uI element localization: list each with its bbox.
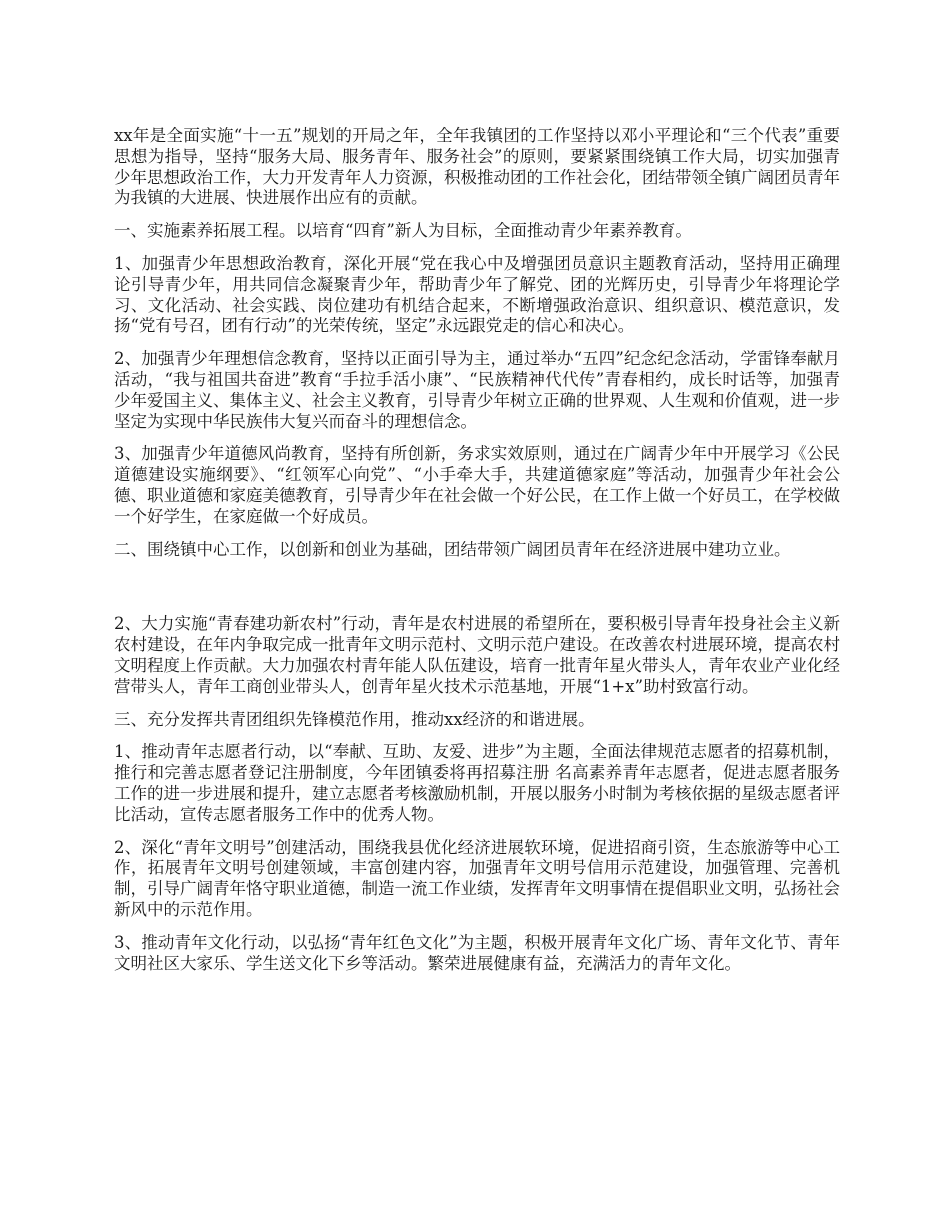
paragraph-1-3: 3、加强青少年道德风尚教育，坚持有所创新，务求实效原则，通过在广阔青少年中开展学习《公民道德建设实施纲要》、“红领军心向党”、“小手牵大手，共建道德家庭”等活动，加强青少年社会公德、职业道德和家庭美德教育，引导青少年在社会做一个好公民，在工作上做一个好员工，在学校做一个好学生，在家庭做一个好成员。 — [114, 444, 840, 526]
paragraph-2-2: 2、大力实施“青春建功新农村”行动，青年是农村进展的希望所在，要积极引导青年投身社会主义新农村建设，在年内争取完成一批青年文明示范村、文明示范户建设。在改善农村进展环境，提高农村文明程度上作贡献。大力加强农村青年能人队伍建设，培育一批青年星火带头人，青年农业产业化经营带头人，青年工商创业带头人，创青年星火技术示范基地，开展“1+x”助村致富行动。 — [114, 614, 840, 696]
section-heading-2: 二、围绕镇中心工作，以创新和创业为基础，团结带领广阔团员青年在经济进展中建功立业。 — [114, 539, 791, 559]
section-heading-1: 一、实施素养拓展工程。以培育“四育”新人为目标，全面推动青少年素养教育。 — [114, 221, 692, 241]
paragraph-3-1: 1、推动青年志愿者行动，以“奉献、互助、友爱、进步”为主题，全面法律规范志愿者的招募机制，推行和完善志愿者登记注册制度，今年团镇委将再招募注册 名高素养青年志愿者，促进志愿者服务工作的进一步进展和提升，建立志愿者考核激励机制，开展以服务小时制为考核依据的星级志愿者评比活动，宣传志愿者服务工作中的优秀人物。 — [114, 742, 840, 824]
document-body — [114, 126, 840, 986]
paragraph-3-3: 3、推动青年文化行动，以弘扬“青年红色文化”为主题，积极开展青年文化广场、青年文化节、青年文明社区大家乐、学生送文化下乡等活动。繁荣进展健康有益，充满活力的青年文化。 — [114, 932, 840, 973]
paragraph-3-2: 2、深化“青年文明号”创建活动，围绕我县优化经济进展软环境，促进招商引资，生态旅游等中心工作，拓展青年文明号创建领域，丰富创建内容，加强青年文明号信用示范建设，加强管理、完善机制，引导广阔青年恪守职业道德，制造一流工作业绩，发挥青年文明事情在提倡职业文明，弘扬社会新风中的示范作用。 — [114, 837, 840, 919]
paragraph-1-1: 1、加强青少年思想政治教育，深化开展“党在我心中及增强团员意识主题教育活动，坚持用正确理论引导青少年，用共同信念凝聚青少年，帮助青少年了解党、团的光辉历史，引导青少年将理论学习、文化活动、社会实践、岗位建功有机结合起来，不断增强政治意识、组织意识、模范意识，发扬“党有号召，团有行动”的光荣传统，坚定”永远跟党走的信心和决心。 — [114, 253, 840, 336]
section-heading-3: 三、充分发挥共青团组织先锋模范作用，推动xx经济的和谐进展。 — [114, 709, 595, 729]
paragraph-1-2: 2、加强青少年理想信念教育，坚持以正面引导为主，通过举办“五四”纪念纪念活动，学雷锋奉献月活动，“我与祖国共奋进”教育“手拉手活小康”、“民族精神代代传”青春相约，成长时话等，加强青少年爱国主义、集体主义、社会主义教育，引导青少年树立正确的世界观、人生观和价值观，进一步坚定为实现中华民族伟大复兴而奋斗的理想信念。 — [114, 349, 840, 431]
paragraph-intro: xx年是全面实施“十一五”规划的开局之年，全年我镇团的工作坚持以邓小平理论和“三个代表”重要思想为指导，坚持“服务大局、服务青年、服务社会”的原则，要紧紧围绕镇工作大局，切实加强青少年思想政治工作，大力开发青年人力资源，积极推动团的工作社会化，团结带领全镇广阔团员青年为我镇的大进展、快进展作出应有的贡献。 — [114, 126, 840, 208]
